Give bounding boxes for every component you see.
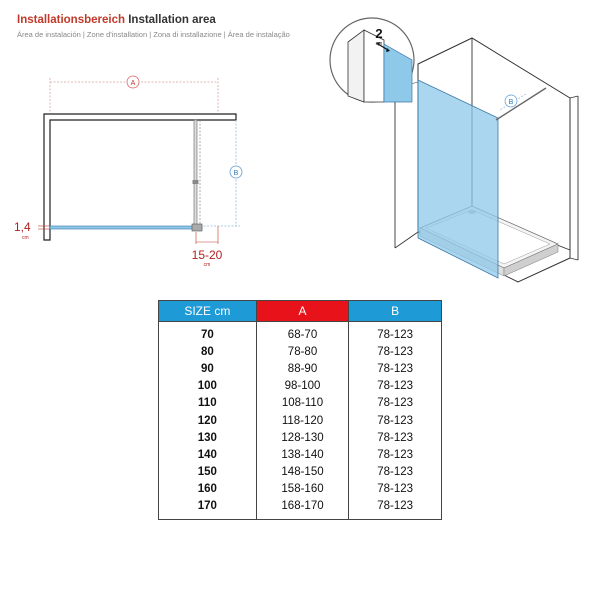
cell-a: 118-120 (256, 412, 349, 429)
table-row (159, 446, 442, 463)
cell-size: 170 (159, 498, 257, 520)
title-german: Installationsbereich (17, 14, 126, 26)
cell-a: 148-150 (256, 464, 349, 481)
table-row (159, 343, 442, 360)
cell-size: 160 (159, 481, 257, 498)
cell-b: 78-123 (349, 343, 442, 360)
table-row (159, 322, 442, 344)
cell-size: 90 (159, 360, 257, 377)
table-row (159, 378, 442, 395)
cell-size: 110 (159, 395, 257, 412)
wall-profile-unit: cm (375, 41, 383, 47)
label-a: A (130, 80, 136, 87)
thickness-unit: cm (22, 235, 29, 241)
cell-a: 98-100 (256, 378, 349, 395)
gap-value: 15-20 (191, 248, 223, 262)
table-row (159, 360, 442, 377)
dimension-b (200, 120, 242, 226)
wall-outline (44, 114, 236, 240)
thickness-value: 1,4 (14, 220, 31, 234)
table-row (159, 498, 442, 520)
cell-b: 78-123 (349, 395, 442, 412)
cell-a: 68-70 (256, 322, 349, 344)
cell-b: 78-123 (349, 464, 442, 481)
cell-b: 78-123 (349, 498, 442, 520)
cell-b: 78-123 (349, 446, 442, 463)
gap-unit: cm (203, 262, 211, 268)
cell-a: 138-140 (256, 446, 349, 463)
page-subtitle: Área de instalación | Zone d'installation | Zona di installazione | Área de instalação (17, 30, 290, 39)
label-b-3d: B (508, 99, 514, 106)
header-b: B (349, 301, 442, 322)
header-size: SIZE cm (159, 301, 257, 322)
cell-a: 88-90 (256, 360, 349, 377)
size-table (158, 300, 442, 520)
header-a: A (256, 301, 349, 322)
cell-a: 158-160 (256, 481, 349, 498)
cell-size: 120 (159, 412, 257, 429)
label-b: B (233, 170, 239, 177)
cell-size: 130 (159, 429, 257, 446)
top-view-diagram (0, 0, 300, 280)
cell-size: 80 (159, 343, 257, 360)
cell-b: 78-123 (349, 429, 442, 446)
cell-b: 78-123 (349, 481, 442, 498)
table-header-row (159, 301, 442, 322)
cell-size: 100 (159, 378, 257, 395)
cell-b: 78-123 (349, 360, 442, 377)
glass-panel (50, 224, 202, 231)
table-row (159, 464, 442, 481)
wall-profile-value: 2 (375, 26, 383, 41)
cell-size: 150 (159, 464, 257, 481)
table-row (159, 412, 442, 429)
table-row (159, 395, 442, 412)
cell-a: 168-170 (256, 498, 349, 520)
dimension-a (50, 76, 218, 112)
profile-detail (330, 18, 414, 102)
cell-b: 78-123 (349, 412, 442, 429)
cell-size: 140 (159, 446, 257, 463)
title-english: Installation area (128, 14, 216, 26)
table-row (159, 429, 442, 446)
cell-a: 108-110 (256, 395, 349, 412)
cell-size: 70 (159, 322, 257, 344)
cell-a: 78-80 (256, 343, 349, 360)
cell-a: 128-130 (256, 429, 349, 446)
cell-b: 78-123 (349, 322, 442, 344)
perspective-diagram (300, 0, 600, 300)
table-row (159, 481, 442, 498)
cell-b: 78-123 (349, 378, 442, 395)
